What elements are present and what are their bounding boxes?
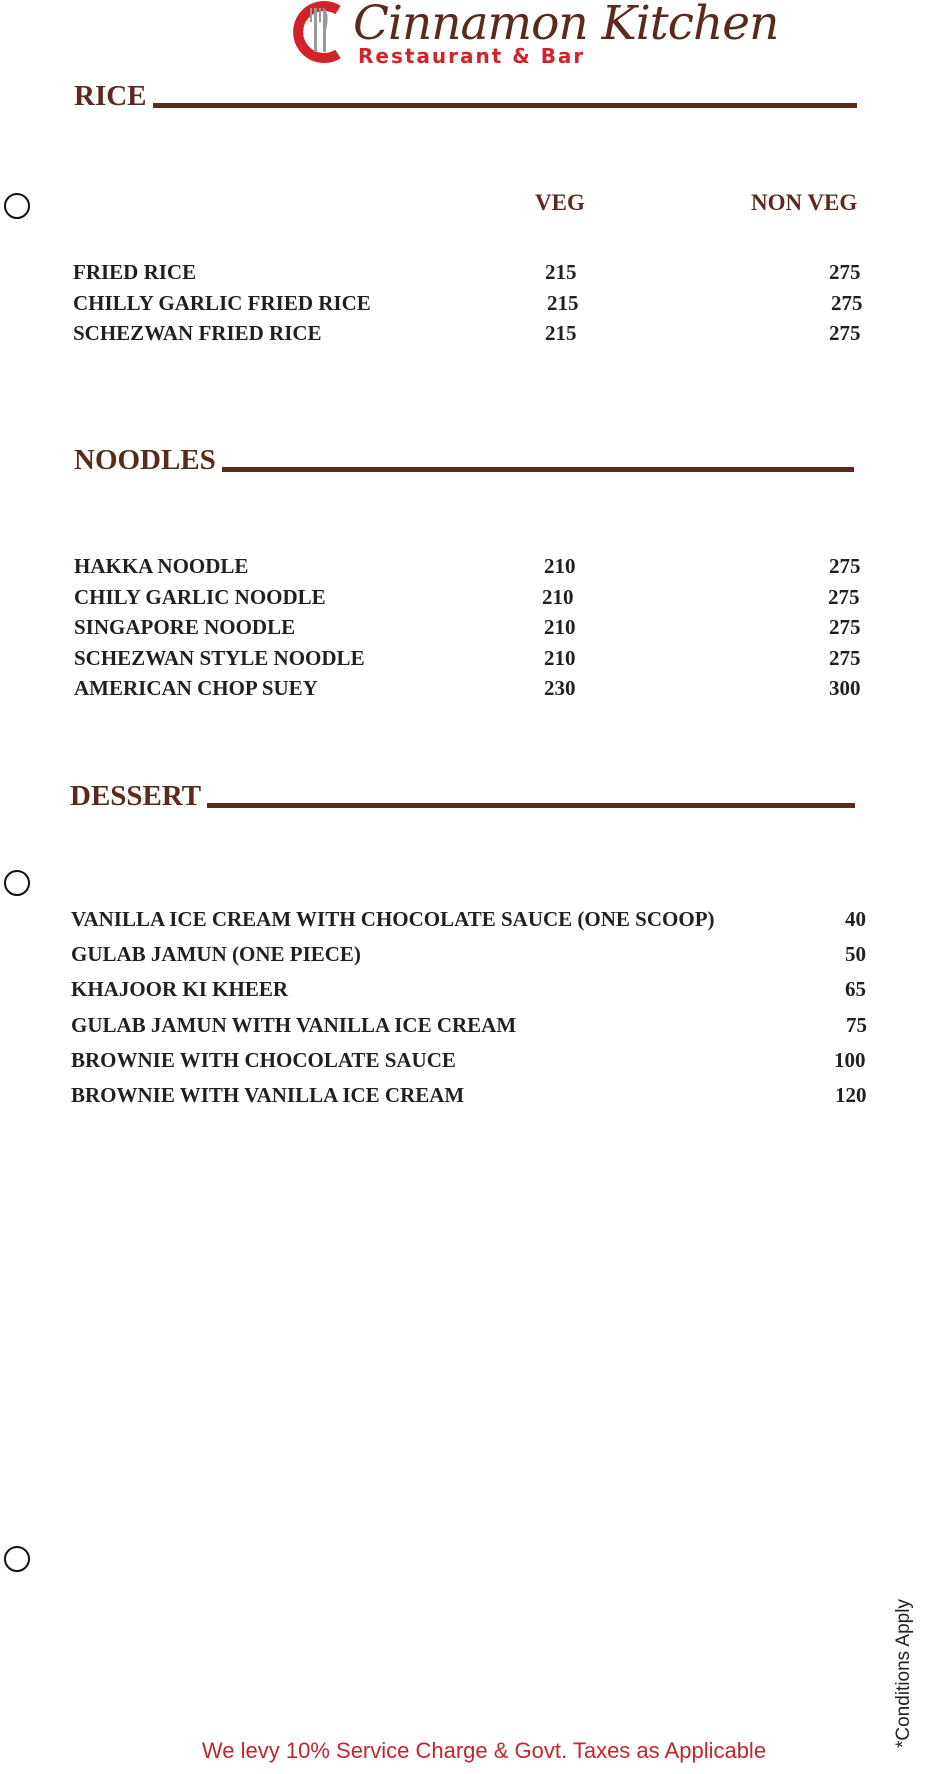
non-veg-price: 275 (829, 554, 861, 578)
item-price: 120 (835, 1083, 867, 1107)
section-heading-rice (74, 82, 857, 111)
conditions-apply-note: *Conditions Apply (893, 1599, 914, 1748)
veg-price: 215 (547, 291, 579, 315)
service-charge-note: We levy 10% Service Charge & Govt. Taxes as Applicable (201, 1738, 767, 1763)
item-name: SCHEZWAN FRIED RICE (73, 321, 322, 345)
section-title: DESSERT (70, 780, 202, 812)
non-veg-price: 275 (829, 260, 861, 284)
brand-subtitle: Restaurant & Bar (358, 44, 586, 68)
non-veg-price: 275 (829, 615, 861, 639)
heading-rule (207, 803, 855, 808)
section-heading-noodles (74, 446, 854, 475)
item-name: VANILLA ICE CREAM WITH CHOCOLATE SAUCE (ONE SCOOP) (71, 907, 715, 931)
veg-price: 210 (542, 585, 574, 609)
non-veg-price: 275 (829, 646, 861, 670)
item-price: 100 (834, 1048, 866, 1072)
veg-price: 230 (544, 676, 576, 700)
item-name: GULAB JAMUN WITH VANILLA ICE CREAM (71, 1013, 517, 1037)
item-name: SCHEZWAN STYLE NOODLE (74, 646, 365, 670)
heading-rule (153, 103, 857, 108)
veg-price: 210 (544, 646, 576, 670)
item-name: FRIED RICE (73, 260, 197, 284)
column-header-non-veg: NON VEG (751, 190, 858, 215)
item-name: SINGAPORE NOODLE (74, 615, 296, 639)
logo-c-fork-icon (290, 0, 350, 64)
item-name: CHILLY GARLIC FRIED RICE (73, 291, 371, 315)
item-name: CHILY GARLIC NOODLE (74, 585, 326, 609)
item-name: GULAB JAMUN (ONE PIECE) (71, 942, 361, 966)
veg-price: 215 (545, 321, 577, 345)
brand-name: Cinnamon Kitchen (353, 0, 779, 51)
binder-hole (4, 1546, 30, 1572)
veg-price: 210 (544, 554, 576, 578)
item-name: BROWNIE WITH CHOCOLATE SAUCE (71, 1048, 456, 1072)
item-price: 50 (845, 942, 866, 966)
restaurant-logo (290, 0, 779, 72)
item-price: 75 (846, 1013, 867, 1037)
non-veg-price: 300 (829, 676, 861, 700)
section-heading-dessert (70, 782, 855, 811)
item-name: AMERICAN CHOP SUEY (74, 676, 318, 700)
veg-price: 210 (544, 615, 576, 639)
section-title: NOODLES (74, 444, 216, 476)
item-price: 65 (845, 977, 866, 1001)
item-name: BROWNIE WITH VANILLA ICE CREAM (71, 1083, 465, 1107)
veg-price: 215 (545, 260, 577, 284)
non-veg-price: 275 (831, 291, 863, 315)
binder-hole (4, 193, 30, 219)
binder-hole (4, 870, 30, 896)
section-title: RICE (74, 80, 147, 112)
non-veg-price: 275 (829, 321, 861, 345)
item-price: 40 (845, 907, 866, 931)
item-name: HAKKA NOODLE (74, 554, 249, 578)
column-header-veg: VEG (535, 190, 585, 215)
non-veg-price: 275 (828, 585, 860, 609)
item-name: KHAJOOR KI KHEER (71, 977, 289, 1001)
heading-rule (222, 467, 854, 472)
